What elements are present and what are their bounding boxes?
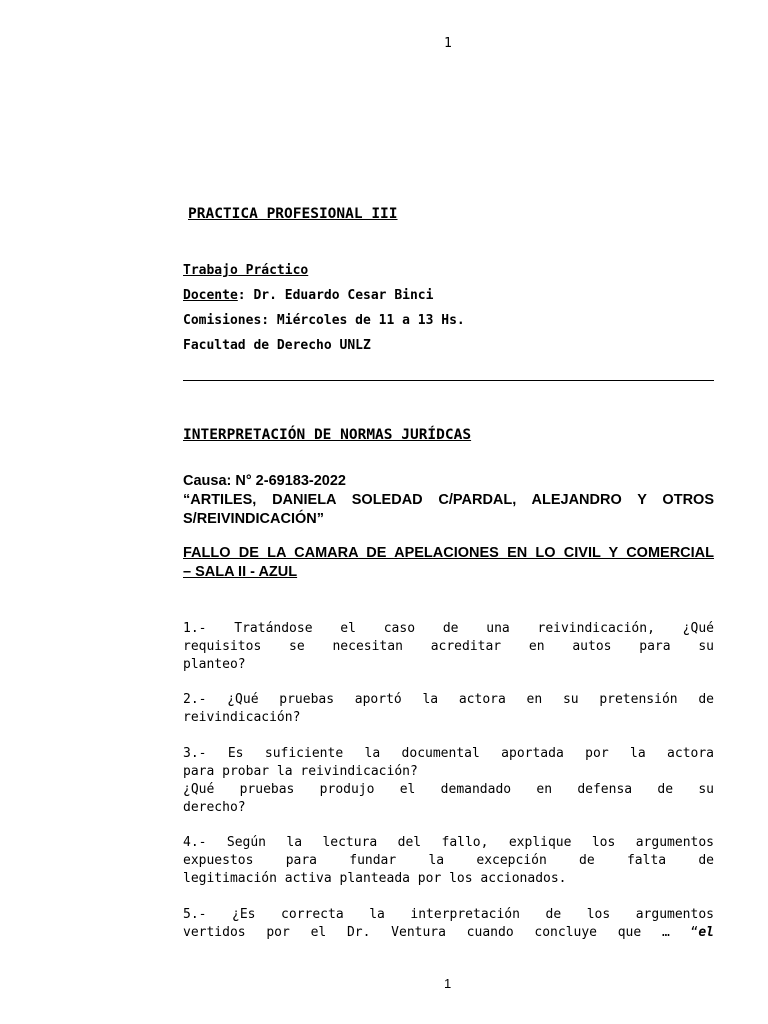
header-page-number: 1 <box>444 36 452 51</box>
question-4-line-1: 4.- Según la lectura del fallo, explique los argumentos <box>183 835 714 850</box>
causa-block <box>183 472 714 529</box>
question-4 <box>183 834 714 888</box>
question-3 <box>183 745 714 817</box>
facultad-line: Facultad de Derecho UNLZ <box>183 338 371 353</box>
trabajo-practico-label: Trabajo Práctico <box>183 263 309 278</box>
docente-line <box>183 288 433 303</box>
question-4-line-2: expuestos para fundar la excepción de falta de <box>183 853 714 868</box>
footer-page-number: 1 <box>444 976 452 991</box>
question-5-line-1: 5.- ¿Es correcta la interpretación de los argumentos <box>183 907 714 922</box>
question-2 <box>183 691 714 727</box>
causa-caratula-line-1: “ARTILES, DANIELA SOLEDAD C/PARDAL, ALEJANDRO Y OTROS <box>183 492 714 508</box>
question-2-line-2: reivindicación? <box>183 710 301 725</box>
question-3-line-2: para probar la reivindicación? <box>183 764 418 779</box>
fallo-line-2: – SALA II - AZUL <box>183 564 298 580</box>
question-3-line-4: derecho? <box>183 800 246 815</box>
question-4-line-3: legitimación activa planteada por los accionados. <box>183 871 567 886</box>
question-5 <box>183 906 714 942</box>
question-5-line-2-text: vertidos por el Dr. Ventura cuando concluye que … “ <box>183 925 699 940</box>
question-1-line-1: 1.- Tratándose el caso de una reivindicación, ¿Qué <box>183 621 714 636</box>
question-3-line-3: ¿Qué pruebas produjo el demandado en defensa de su <box>183 782 714 797</box>
question-1 <box>183 620 714 674</box>
section-heading: INTERPRETACIÓN DE NORMAS JURÍDCAS <box>183 427 472 443</box>
question-3-line-1: 3.- Es suficiente la documental aportada por la actora <box>183 746 714 761</box>
document-title: PRACTICA PROFESIONAL III <box>188 206 398 222</box>
horizontal-rule <box>183 380 714 381</box>
comisiones-line: Comisiones: Miércoles de 11 a 13 Hs. <box>183 313 465 328</box>
docente-label: Docente <box>183 288 238 303</box>
causa-numero: Causa: N° 2-69183-2022 <box>183 473 346 489</box>
question-5-line-2 <box>183 924 714 942</box>
question-5-quote-start: el <box>698 925 714 940</box>
causa-caratula-line-2: S/REIVINDICACIÓN” <box>183 511 324 527</box>
fallo-line-1: FALLO DE LA CAMARA DE APELACIONES EN LO CIVIL Y COMERCIAL <box>183 545 714 561</box>
question-1-line-2: requisitos se necesitan acreditar en autos para su <box>183 639 714 654</box>
docente-value: : Dr. Eduardo Cesar Binci <box>237 288 434 303</box>
fallo-heading <box>183 544 714 582</box>
question-1-line-3: planteo? <box>183 657 246 672</box>
question-2-line-1: 2.- ¿Qué pruebas aportó la actora en su pretensión de <box>183 692 714 707</box>
